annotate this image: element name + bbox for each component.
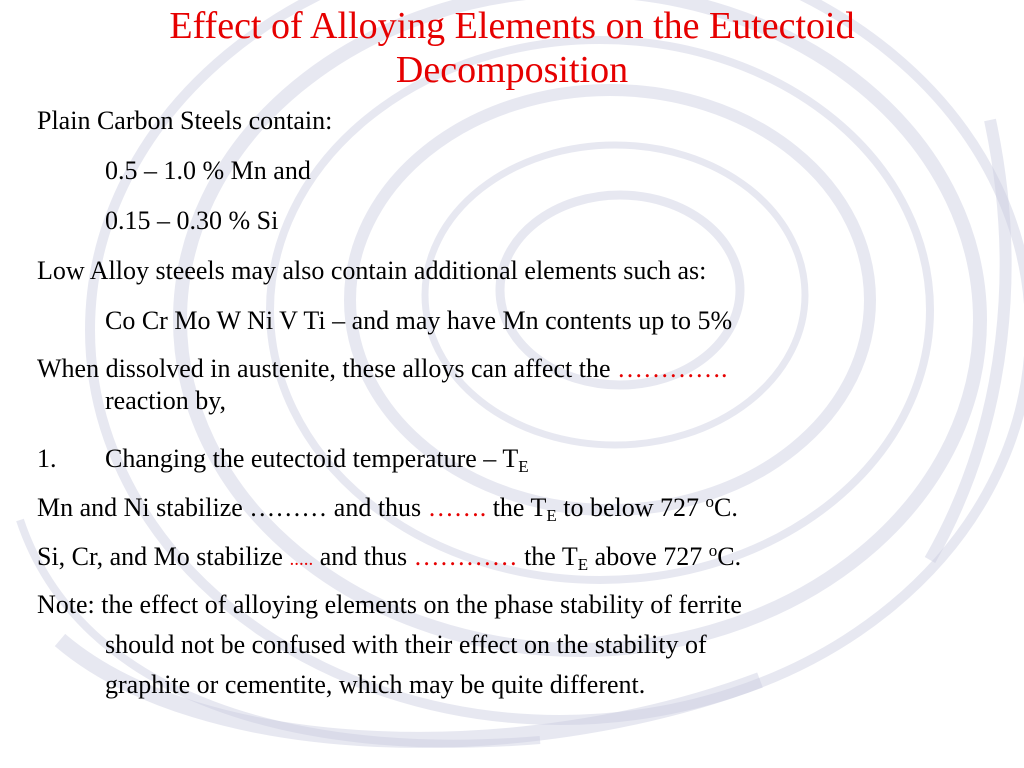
mn-ni-superscript: o <box>705 492 715 511</box>
note-line-1: Note: the effect of alloying elements on the phase stability of ferrite <box>37 590 742 619</box>
si-cr-text-5: C. <box>717 542 742 571</box>
alloy-elements: Co Cr Mo W Ni V Ti – and may have Mn contents up to 5% <box>105 306 733 335</box>
low-alloy-heading: Low Alloy steeels may also contain additional elements such as: <box>37 256 707 285</box>
slide-title <box>40 4 984 92</box>
dissolved-blank: …………. <box>617 354 728 383</box>
mn-ni-text-3: to below 727 <box>556 493 706 522</box>
note-line-3: graphite or cementite, which may be quite different. <box>105 670 646 699</box>
item-1-number: 1. <box>37 444 57 473</box>
si-cr-text-3: the T <box>517 542 578 571</box>
item-1-subscript: E <box>518 457 529 476</box>
plain-carbon-heading: Plain Carbon Steels contain: <box>37 106 333 135</box>
si-cr-mo-statement <box>37 541 741 576</box>
si-cr-text-1: Si, Cr, and Mo stabilize <box>37 542 290 571</box>
slide-title-line-1: Effect of Alloying Elements on the Eutectoid <box>169 5 855 47</box>
si-cr-text-4: above 727 <box>588 542 709 571</box>
slide-title-line-2: Decomposition <box>395 49 629 91</box>
si-cr-subscript: E <box>577 555 589 574</box>
item-1-text-wrap <box>105 443 529 475</box>
si-cr-blank-2: ………… <box>413 542 518 571</box>
si-cr-text-2: and thus <box>313 542 414 571</box>
item-1-text: Changing the eutectoid temperature – T <box>105 444 519 473</box>
mn-ni-text-4: C. <box>714 493 738 522</box>
mn-range: 0.5 – 1.0 % Mn and <box>105 156 311 185</box>
note-line-2: should not be confused with their effect on the stability of <box>105 630 707 659</box>
mn-ni-subscript: E <box>546 506 557 525</box>
dissolved-text: When dissolved in austenite, these alloys can affect the <box>37 354 617 383</box>
dissolved-paragraph <box>37 353 728 385</box>
si-cr-superscript: o <box>708 541 718 560</box>
si-range: 0.15 – 0.30 % Si <box>105 206 279 235</box>
mn-ni-blank: ……. <box>427 493 487 522</box>
mn-ni-text-2: the T <box>486 493 547 522</box>
dissolved-continuation: reaction by, <box>105 386 227 415</box>
mn-ni-text-1: Mn and Ni stabilize ……… and thus <box>37 493 428 522</box>
mn-ni-statement <box>37 492 738 524</box>
si-cr-blank-1: ..... <box>289 549 314 570</box>
